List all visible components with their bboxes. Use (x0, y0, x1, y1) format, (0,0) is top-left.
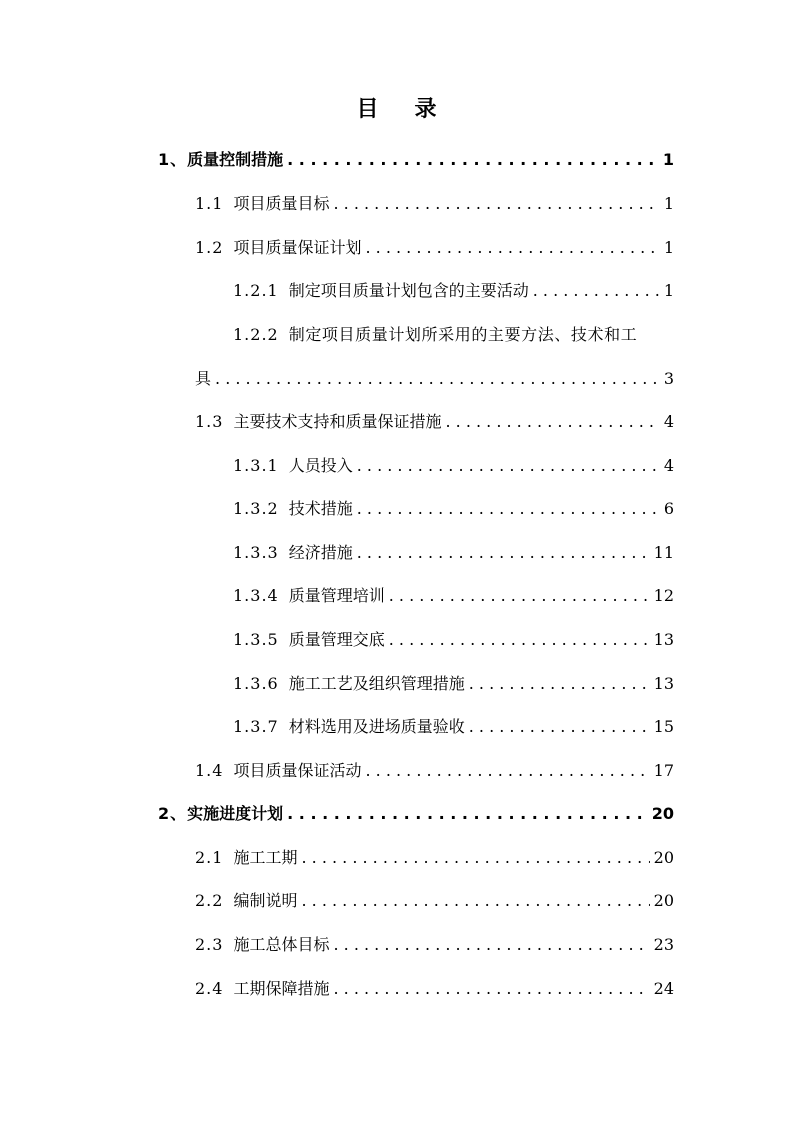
toc-entry-page: 1 (663, 194, 674, 213)
toc-leader-dots (365, 236, 659, 260)
toc-entry-number: 2.4 (195, 979, 224, 998)
toc-entry[interactable] (233, 672, 674, 696)
toc-entry-label: 制定项目质量计划包含的主要活动 (288, 281, 529, 300)
toc-entry-page: 4 (663, 412, 674, 431)
toc-entry-label: 质量控制措施 (187, 150, 284, 169)
toc-entry-number: 2.1 (195, 848, 224, 867)
toc-entry[interactable] (233, 628, 674, 652)
toc-entry-label: 人员投入 (288, 456, 353, 475)
toc-entry-label: 制定项目质量计划所采用的主要方法、技术和工 (288, 325, 638, 344)
toc-leader-dots (445, 410, 659, 434)
toc-entry[interactable] (233, 584, 674, 608)
toc-entry-label: 项目质量保证活动 (233, 761, 362, 780)
toc-entry-page: 11 (653, 543, 674, 562)
toc-leader-dots (301, 846, 649, 870)
toc-entry[interactable] (158, 148, 674, 172)
toc-entry-page: 1 (663, 238, 674, 257)
toc-title (0, 92, 793, 123)
toc-entry[interactable] (233, 541, 674, 565)
toc-entry-number: 1.2.2 (233, 325, 279, 344)
toc-title-part2: 录 (414, 97, 437, 122)
toc-leader-dots (287, 802, 648, 826)
toc-entry-continuation[interactable] (195, 367, 674, 391)
toc-leader-dots (301, 889, 649, 913)
toc-entry-label: 项目质量目标 (233, 194, 330, 213)
toc-entry-label: 材料选用及进场质量验收 (288, 717, 465, 736)
toc-leader-dots (357, 541, 650, 565)
toc-entry-label: 编制说明 (233, 891, 298, 910)
toc-entry-number: 1.3.3 (233, 543, 279, 562)
toc-entry[interactable] (195, 192, 674, 216)
toc-entry[interactable] (233, 323, 674, 347)
toc-entry-label: 工期保障措施 (233, 979, 330, 998)
toc-entry-number: 1.3.7 (233, 717, 279, 736)
toc-entry-number: 2.3 (195, 935, 224, 954)
toc-entry-label-continued: 具 (195, 369, 212, 388)
toc-leader-dots (389, 628, 650, 652)
toc-leader-dots (469, 715, 650, 739)
toc-entry[interactable] (195, 846, 674, 870)
toc-leader-dots (389, 584, 650, 608)
toc-entry[interactable] (195, 236, 674, 260)
toc-entry[interactable] (195, 977, 674, 1001)
toc-entry-number: 1.3.6 (233, 674, 279, 693)
toc-entry-number: 1.1 (195, 194, 224, 213)
toc-leader-dots (333, 977, 649, 1001)
toc-entry[interactable] (195, 933, 674, 957)
toc-entry-page: 24 (653, 979, 674, 998)
toc-leader-dots (215, 367, 660, 391)
toc-entry-label: 经济措施 (288, 543, 353, 562)
toc-entry-number: 2、 (158, 804, 188, 823)
toc-entry[interactable] (233, 454, 674, 478)
toc-leader-dots (469, 672, 650, 696)
toc-entry-page: 23 (653, 935, 674, 954)
toc-entry-page: 13 (653, 674, 674, 693)
toc-entry-page: 12 (653, 586, 674, 605)
toc-entry-number: 1、 (158, 150, 188, 169)
toc-leader-dots (357, 497, 660, 521)
toc-entry[interactable] (195, 759, 674, 783)
toc-entry[interactable] (195, 889, 674, 913)
toc-entry-number: 1.4 (195, 761, 224, 780)
toc-entry-number: 1.2.1 (233, 281, 279, 300)
toc-entry-label: 实施进度计划 (187, 804, 284, 823)
toc-entry[interactable] (158, 802, 674, 826)
toc-leader-dots (533, 279, 660, 303)
toc-leader-dots (365, 759, 649, 783)
toc-entry-number: 1.3.2 (233, 499, 279, 518)
toc-entry-number: 1.3 (195, 412, 224, 431)
toc-entry-page: 1 (662, 150, 674, 169)
toc-entry-page: 17 (653, 761, 674, 780)
toc-leader-dots (357, 454, 660, 478)
toc-entry-page: 1 (663, 281, 674, 300)
toc-entry-page: 4 (663, 456, 674, 475)
toc-entry-number: 1.3.4 (233, 586, 279, 605)
toc-entry-page: 20 (651, 804, 674, 823)
toc-entry[interactable] (233, 279, 674, 303)
toc-entry-label: 质量管理交底 (288, 630, 385, 649)
toc-entry-page: 20 (653, 891, 674, 910)
toc-entry-number: 2.2 (195, 891, 224, 910)
toc-entry-label: 主要技术支持和质量保证措施 (233, 412, 442, 431)
toc-entry-page: 20 (653, 848, 674, 867)
toc-entry-number: 1.3.5 (233, 630, 279, 649)
toc-entry-page: 6 (663, 499, 674, 518)
toc-title-part1: 目 (356, 97, 379, 122)
toc-entry-page: 3 (663, 369, 674, 388)
toc-entry-label: 质量管理培训 (288, 586, 385, 605)
toc-leader-dots (333, 933, 649, 957)
toc-entry[interactable] (233, 497, 674, 521)
toc-entry-label: 施工工艺及组织管理措施 (288, 674, 465, 693)
toc-entry[interactable] (195, 410, 674, 434)
toc-entry-label: 施工总体目标 (233, 935, 330, 954)
toc-entry-number: 1.3.1 (233, 456, 279, 475)
toc-entry-page: 15 (653, 717, 674, 736)
toc-entry-label: 技术措施 (288, 499, 353, 518)
toc-entry[interactable] (233, 715, 674, 739)
toc-entry-label: 项目质量保证计划 (233, 238, 362, 257)
toc-leader-dots (333, 192, 659, 216)
toc-leader-dots (287, 148, 659, 172)
toc-entry-label: 施工工期 (233, 848, 298, 867)
toc-entry-page: 13 (653, 630, 674, 649)
toc-entry-number: 1.2 (195, 238, 224, 257)
